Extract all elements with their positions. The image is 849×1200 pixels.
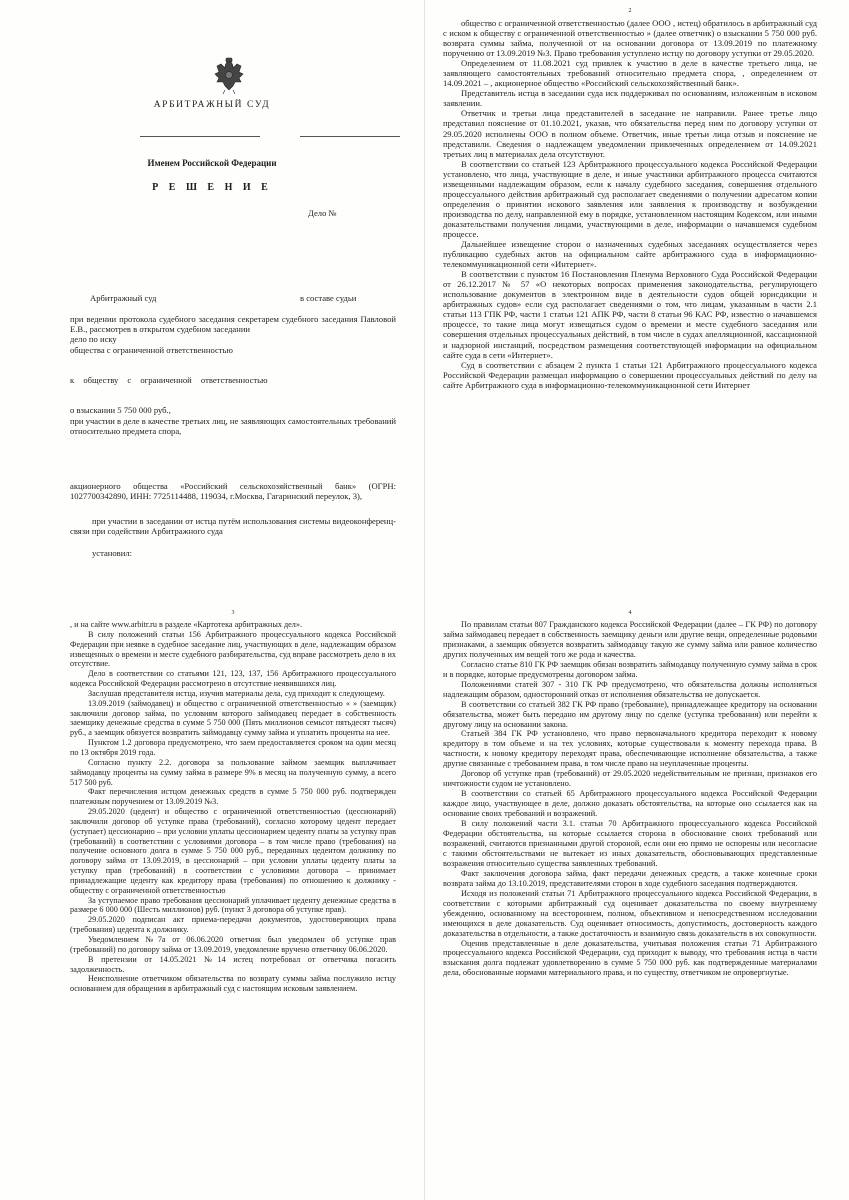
paragraph: Положениями статей 307 - 310 ГК РФ предусмотрено, что обязательства должны исполняться надлежащим образом, односторонний отказ от исполнения обязательства не допускается. [443, 679, 817, 699]
case-number-label: Дело № [308, 208, 337, 218]
court-title: АРБИТРАЖНЫЙ СУД [153, 100, 271, 110]
page-3-body [70, 620, 396, 994]
header-rule-right [300, 136, 400, 137]
paragraph: В претензии от 14.05.2021 №14 истец потребовал от ответчика погасить задолженность. [70, 954, 396, 974]
paragraph: Договор об уступке прав (требований) от 29.05.2020 недействительным не признан, признаков его ничтожности судом не установлено. [443, 769, 817, 789]
paragraph: 13.09.2019 (займодавец) и общество с ограниченной ответственностью « » (заемщик) заключили договор займа, по условиям которого займодавец передает в собственность заемщику денежные средства в сумме 5 750 000 (Пять миллионов семьсот пятьдесят тысяч) руб., а заемщик обязуется возвратить займодавцу сумму займа и уплатить проценты на нее. [70, 698, 396, 738]
paragraph: общество с ограниченной ответственностью (далее ООО , истец) обратилось в арбитражный суд с иском к обществу с ограниченной ответственностью » (далее ответчик) о взыскании 5 750 000 руб. возврата суммы займа, полученной от на основании договора от 13.09.2019 по платежному поручению от 13.09.2019 №3. Право требования уступлено истцу по договору уступки от 29.05.2020. [443, 18, 817, 59]
third-party-text: при участии в деле в качестве третьих лиц, не заявляющих самостоятельных требований относительно предмета спора, [70, 416, 396, 437]
case-line: дело по иску [70, 334, 117, 344]
paragraph: Факт заключения договора займа, факт передачи денежных средств, а также конечные сроки возврата займа до 13.10.2019, представителями сторон в ходе судебного заседания подтверждаются. [443, 868, 817, 888]
page-1 [0, 0, 424, 600]
paragraph: Согласно статье 810 ГК РФ заемщик обязан возвратить займодавцу полученную сумму займа в срок и в порядке, которые предусмотрены договором займа. [443, 659, 817, 679]
page-number: 4 [628, 610, 632, 616]
paragraph: Исходя из положений статьи 71 Арбитражного процессуального кодекса Российской Федерации, в соответствии с которыми арбитражный суд оценивает доказательства по своему внутреннему убеждению, основанному на всестороннем, полном, объективном и непосредственном исследовании имеющихся в деле доказательств. Суд оценивает относимость, допустимость, достоверность каждого доказательства в отдельности, а также достаточность и взаимную связь доказательств в их совокупности. [443, 888, 817, 938]
paragraph: Согласно пункту 2.2. договора за пользование займом заемщик выплачивает займодавцу проценты на сумму займа в размере 9% в месяц на полученную сумму, а всего 517 500 руб. [70, 757, 396, 787]
respondent-line: к обществу с ограниченной ответственностью [70, 375, 268, 385]
paragraph: Оценив представленные в деле доказательства, учитывая положения статьи 71 Арбитражного процессуального кодекса Российской Федерации, суд приходит к выводу, что требования истца в части взыскания долга подлежат удовлетворению в сумме 5 750 000 руб. как подтвержденные материалами дела, обоснованные нормами материального права, и по существу, ответчиком не опровергнутые. [443, 938, 817, 978]
paragraph: Определением от 11.08.2021 суд привлек к участию в деле в качестве третьего лица, не заявляющего самостоятельных требований относительно предмета спора, , определением от 14.09.2021 – , акционерное общество «Российский сельскохозяйственный банк». [443, 58, 817, 89]
paragraph: В соответствии со статьей 382 ГК РФ право (требование), принадлежащее кредитору на основании обязательства, может быть передано им другому лицу по сделке (уступка требования) или перейти к другому лицу на основании закона. [443, 699, 817, 729]
participation-text: при участии в заседании от истца путём использования системы видеоконференц-связи при содействии Арбитражного суда [70, 516, 396, 537]
paragraph: Неисполнение ответчиком обязательства по возврату суммы займа послужило истцу основанием для обращения в арбитражный суд с настоящим исковым заявлением. [70, 974, 396, 994]
named-line: Именем Российской Федерации [147, 158, 277, 168]
court-line-right: в составе судьи [300, 293, 357, 303]
page-number: 2 [628, 8, 632, 14]
paragraph: По правилам статьи 807 Гражданского кодекса Российской Федерации (далее – ГК РФ) по договору займа займодавец передает в собственность заемщику деньги или другие вещи, определенные родовыми признаками, а заемщик обязуется возвратить займодавцу такую же сумму займа или равное количество других полученных им вещей того же рода и качества. [443, 620, 817, 659]
page-4-body [443, 620, 817, 978]
page-4 [425, 600, 849, 1200]
page-3 [0, 600, 424, 1200]
paragraph: Заслушав представителя истца, изучив материалы дела, суд приходит к следующему. [88, 688, 385, 698]
page-number: 3 [231, 610, 235, 616]
coat-of-arms-icon [211, 56, 247, 96]
paragraph: В соответствии со статьей 65 Арбитражного процессуального кодекса Российской Федерации каждое лицо, участвующее в деле, должно доказать обстоятельства, на которые оно ссылается как на основание своих требований и возражений. [443, 789, 817, 819]
paragraph: 29.05.2020 (цедент) и общество с ограниченной ответственностью (цессионарий) заключили договор об уступке права (требований), согласно которому цедент передает (уступает) цессионарию – при условии уплаты цессионарием цеденту платы за уступку прав (требований) в соответствии с условиями договора – в том числе право (требования) на получение основного долга в сумме 5 750 000 руб., переданных цедентом должнику по договору займа от 13.09.2019, в цессионарий – при условии уплаты цеденту платы за уступку прав (требований) в соответствии с условиями договора – принимает принадлежащие цеденту как кредитору права (требования) по отношению к должнику - обществу с ограниченной ответственностью [70, 807, 396, 895]
paragraph: Дальнейшее извещение сторон о назначенных судебных заседаниях осуществляется через публикацию судебных актов на официальном сайте арбитражного суда в информационно-телекоммуникационной сети «Интернет». [443, 239, 817, 270]
paragraph: Суд в соответствии с абзацем 2 пункта 1 статьи 121 Арбитражного процессуального кодекса Российской Федерации размещал информацию о совершении процессуальных действий по делу на сайте Арбитражного суда в информационно-телекоммуникационной сети Интернет [443, 359, 817, 390]
paragraph: За уступаемое право требования цессионарий уплачивает цеденту денежные средства в размере 6 000 000 (Шесть миллионов) руб. (пункт 3 договора об уступке прав). [70, 895, 396, 915]
protocol-text: при ведении протокола судебного заседания секретарем судебного заседания Павловой Е.В., рассмотрев в открытом судебном заседании [70, 314, 396, 335]
paragraph: , и на сайте www.arbitr.ru в разделе «Картотека арбитражных дел». [70, 620, 302, 629]
page-2-body [443, 18, 817, 390]
paragraph: Факт перечисления истцом денежных средств в сумме 5 750 000 руб. подтвержден платежным поручением от 13.09.2019 №3. [70, 787, 396, 807]
claimant-line: общества с ограниченной ответственностью [70, 345, 233, 355]
paragraph: Статьей 384 ГК РФ установлено, что право первоначального кредитора переходит к новому кредитору в том объеме и на тех условиях, которые существовали к моменту перехода права. В частности, к новому кредитору переходят права, обеспечивающие исполнение обязательства, а также другие связанные с требованием права, в том числе право на неуплаченные проценты. [443, 729, 817, 769]
page-2 [425, 0, 849, 600]
claim-line: о взыскании 5 750 000 руб., [70, 405, 171, 415]
paragraph: Дело в соответствии со статьями 121, 123, 137, 156 Арбитражного процессуального кодекса Российской Федерации рассмотрено в отсутствие неявившихся лиц. [70, 669, 396, 689]
established-label: установил: [92, 548, 133, 558]
paragraph: 29.05.2020 подписан акт приема-передачи документов, удостоверяющих права (требования) цедента к должнику. [70, 915, 396, 935]
paragraph: Представитель истца в заседании суда иск поддерживал по основаниям, изложенным в исковом заявлении. [443, 88, 817, 109]
paragraph: Ответчик и третьи лица представителей в заседание не направили. Ранее третье лицо представил пояснение от 01.10.2021, указав, что обязательства перед ним по договору уступки от 29.05.2020 исполнены ООО в полном объеме. Ответчик, иные третьи лица отзыв и пояснение не представили. Сведения о надлежащем уведомлении привлеченных определением от 14.09.2021 третьих лиц в материалах дела отсутствуют. [443, 108, 817, 159]
paragraph: В соответствии со статьей 123 Арбитражного процессуального кодекса Российской Федерации установлено, что лица, участвующие в деле, и иные участники арбитражного процесса считаются извещенными надлежащим образом, если к началу судебного заседания, совершения отдельного процессуального действия арбитражный суд располагает сведениями о получении адресатом копии определения о принятии искового заявления или заявления к производству и возбуждении производства по делу, направленной ему в порядке, установленном настоящим Кодексом, или иными доказательствами получения лицами, участвующими в деле, информации о начавшемся судебном процессе. [443, 158, 817, 239]
paragraph: Пунктом 1.2 договора предусмотрено, что заем предоставляется сроком на один месяц по 13 октября 2019 года. [70, 738, 396, 757]
paragraph: Уведомлением №7а от 06.06.2020 ответчик был уведомлен об уступке прав (требований) по договору займа от 13.09.2019, уведомление вручено ответчику 06.06.2020. [70, 935, 396, 954]
paragraph: В соответствии с пунктом 16 Постановления Пленума Верховного Суда Российской Федерации от 26.12.2017 № 57 «О некоторых вопросах применения законодательства, регулирующего использование документов в электронном виде в деятельности судов общей юрисдикции и арбитражных судов» если суд располагает сведениями о том, что лицам, указанным в части 2.1 статьи 113 ГПК РФ, части 1 статьи 121 АПК РФ, части 8 статьи 96 КАС РФ, известно о начавшемся процессе, то такие лица могут извещаться судом о времени и месте судебного заседания или совершения отдельных процессуальных действий, в том числе в судах апелляционной, кассационной и надзорной инстанций, посредством размещения соответствующей информации на официальном сайте суда в сети «Интернет». [443, 269, 817, 360]
paragraph: В силу положений части 3.1. статьи 70 Арбитражного процессуального кодекса Российской Федерации обстоятельства, на которые ссылается сторона в обоснование своих требований или возражений, считаются признанными другой стороной, если они ею прямо не оспорены или несогласие с такими обстоятельствами не вытекает из иных доказательств, обосновывающих представленные возражения относительно существа заявленных требований. [443, 819, 817, 868]
paragraph: В силу положений статьи 156 Арбитражного процессуального кодекса Российской Федерации при неявке в судебное заседание лиц, участвующих в деле, надлежащим образом извещенных о времени и месте судебного разбирательства, суд вправе рассмотреть дело в их отсутствие. [70, 629, 396, 669]
header-rule-left [140, 136, 260, 137]
court-line-left: Арбитражный суд [90, 293, 157, 303]
decision-title: Р Е Ш Е Н И Е [152, 182, 272, 193]
bank-text: акционерного общества «Российский сельскохозяйственный банк» (ОГРН: 1027700342890, ИНН: 7725114488, 119034, г.Москва, Гагаринский переулок, 3), [70, 481, 396, 502]
